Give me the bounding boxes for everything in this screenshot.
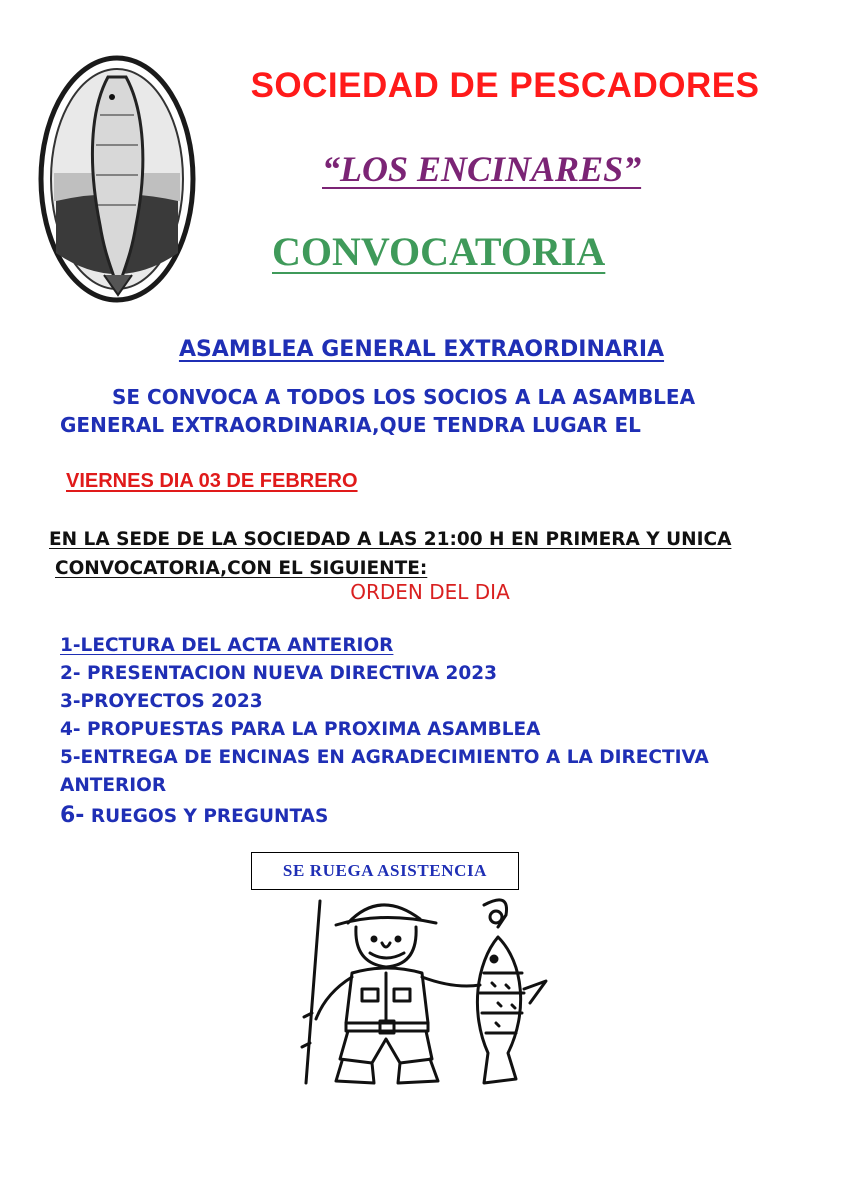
rsvp-box: SE RUEGA ASISTENCIA [251,852,519,890]
meeting-date: VIERNES DIA 03 DE FEBRERO [66,470,358,492]
agenda-item-6-text: RUEGOS Y PREGUNTAS [90,806,329,827]
intro-line-2: GENERAL EXTRAORDINARIA,QUE TENDRA LUGAR EL [60,413,641,437]
intro-paragraph [60,383,820,439]
agenda-list [60,632,820,831]
agenda-title: ORDEN DEL DIA [350,580,510,604]
venue-line-2: CONVOCATORIA,CON EL SIGUIENTE: [55,558,428,579]
agenda-item-1: 1-LECTURA DEL ACTA ANTERIOR [60,635,394,656]
agenda-item-3: 3-PROYECTOS 2023 [60,691,263,712]
agenda-item-6 [60,802,820,831]
fish-emblem-icon [38,55,196,303]
society-subname: “LOS ENCINARES” [322,149,642,189]
agenda-item-5: 5-ENTREGA DE ENCINAS EN AGRADECIMIENTO A LA DIRECTIVA ANTERIOR [60,747,709,796]
intro-line-1: SE CONVOCA A TODOS LOS SOCIOS A LA ASAMBLEA [112,385,696,409]
document-type-title: CONVOCATORIA [272,229,606,274]
agenda-item-6-number: 6- [60,803,85,828]
society-name: SOCIEDAD DE PESCADORES [250,66,760,105]
fisherman-with-fish-icon [270,893,560,1088]
venue-line-1: EN LA SEDE DE LA SOCIEDAD A LAS 21:00 H EN PRIMERA Y UNICA [49,529,732,550]
agenda-item-4: 4- PROPUESTAS PARA LA PROXIMA ASAMBLEA [60,719,541,740]
venue-paragraph [49,525,839,583]
assembly-heading: ASAMBLEA GENERAL EXTRAORDINARIA [178,337,665,362]
agenda-item-2: 2- PRESENTACION NUEVA DIRECTIVA 2023 [60,663,497,684]
